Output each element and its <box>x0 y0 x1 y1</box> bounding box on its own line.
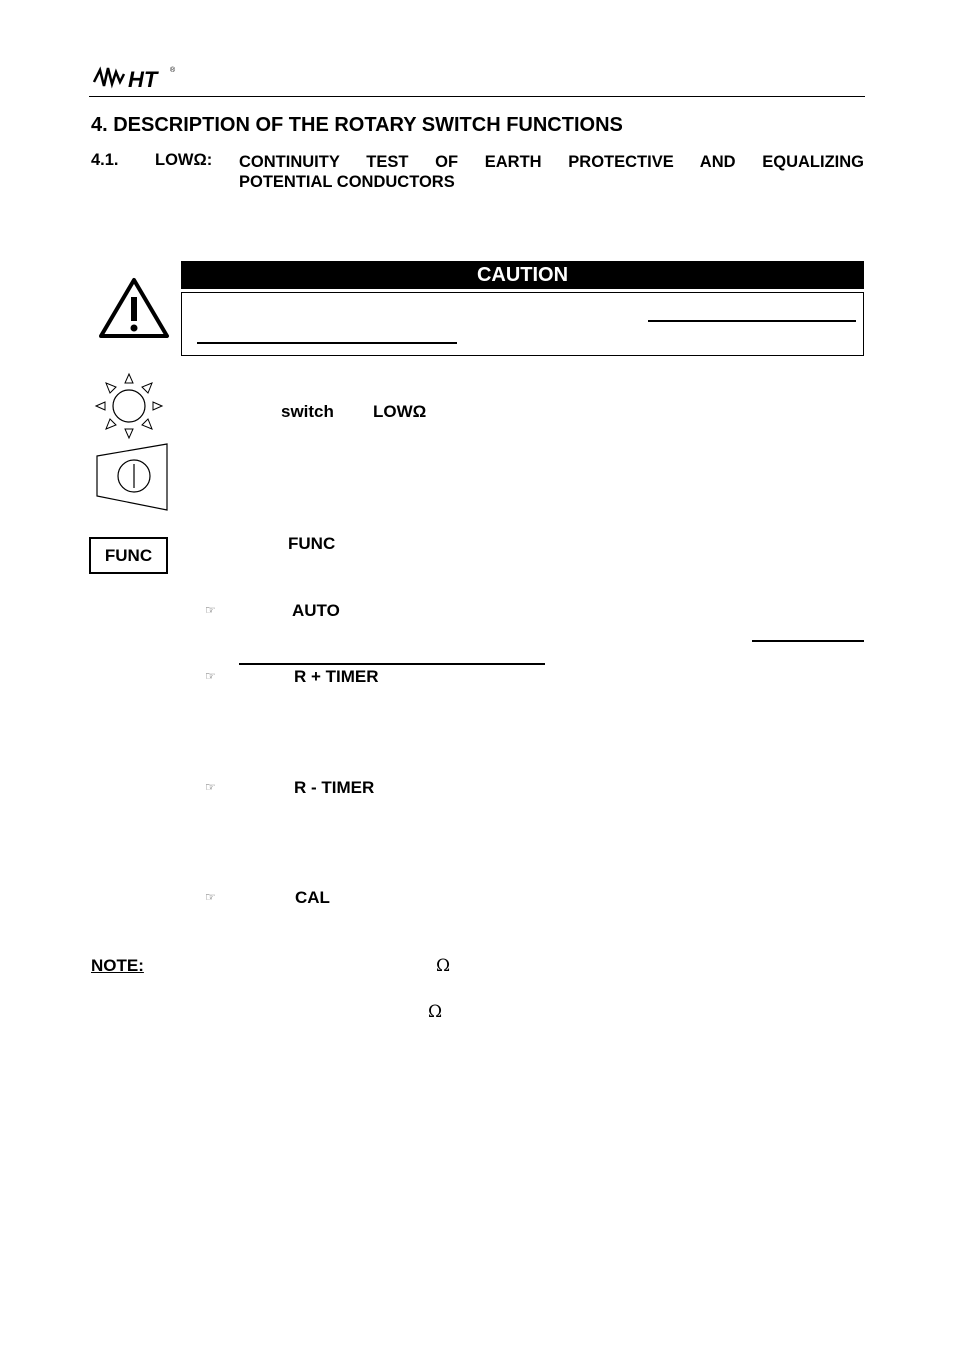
caution-underline-1 <box>648 320 856 322</box>
mode-r-minus-timer: R - TIMER <box>294 778 375 797</box>
note-omega-1: Ω <box>436 956 451 976</box>
header-rule <box>89 96 865 97</box>
mode-auto: AUTO <box>292 601 340 620</box>
pointing-hand-icon: ☞ <box>205 890 216 904</box>
power-knob-icon <box>95 442 169 512</box>
mode-cal: CAL <box>295 888 330 907</box>
ht-logo <box>92 60 177 92</box>
subsection-title-line1: CONTINUITY TEST OF EARTH PROTECTIVE AND EQUALIZING <box>239 153 864 171</box>
caution-banner: CAUTION <box>181 261 864 289</box>
rotary-switch-icon <box>94 372 164 440</box>
auto-underline-1 <box>752 640 864 642</box>
switch-label: switch <box>281 402 334 421</box>
pointing-hand-icon: ☞ <box>205 603 216 617</box>
subsection-title-line2: POTENTIAL CONDUCTORS <box>239 173 455 191</box>
note-label: NOTE: <box>91 956 144 975</box>
section-title: 4. DESCRIPTION OF THE ROTARY SWITCH FUNCTIONS <box>91 114 623 136</box>
subsection-number: 4.1. <box>91 151 119 169</box>
svg-text:HT: HT <box>128 67 158 92</box>
note-omega-2: Ω <box>428 1002 443 1022</box>
mode-r-plus-timer: R + TIMER <box>294 667 379 686</box>
svg-text:®: ® <box>170 67 176 74</box>
warning-triangle-icon <box>98 277 170 339</box>
pointing-hand-icon: ☞ <box>205 669 216 683</box>
low-ohm-label: LOWΩ <box>373 402 427 421</box>
caution-box <box>181 292 864 356</box>
func-key: FUNC <box>89 537 168 574</box>
subsection-low: LOWΩ: <box>155 151 213 169</box>
auto-underline-2 <box>239 663 545 665</box>
func-inline-label: FUNC <box>288 534 336 553</box>
caution-underline-2 <box>197 342 457 344</box>
pointing-hand-icon: ☞ <box>205 780 216 794</box>
